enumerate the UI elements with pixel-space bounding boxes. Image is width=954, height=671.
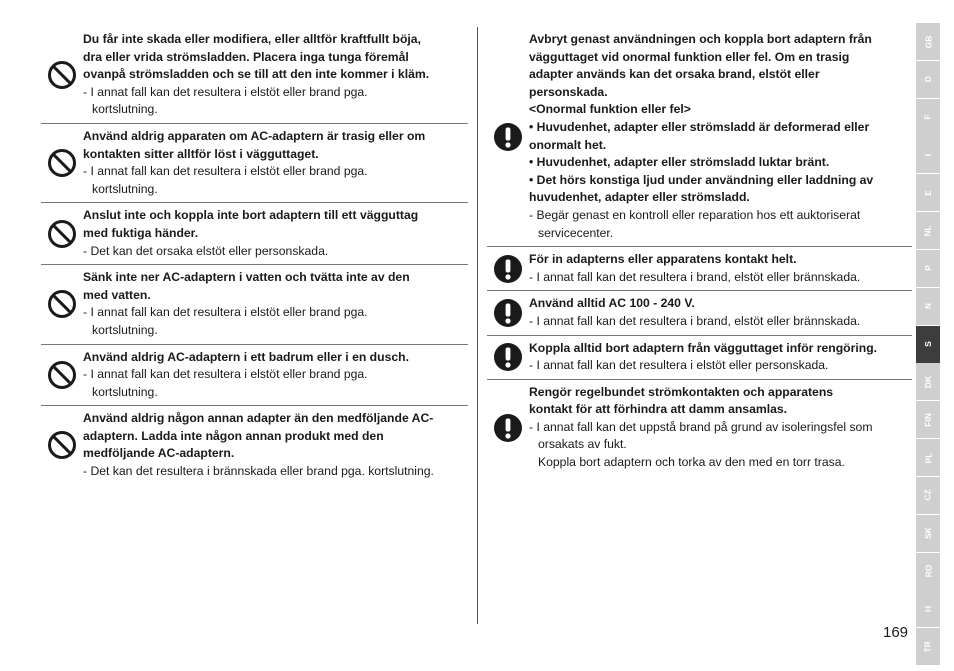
- note-line: - I annat fall kan det resultera i elstöt eller brand pga.: [83, 164, 368, 179]
- note-line: Koppla bort adaptern och torka av den med en torr trasa.: [538, 455, 845, 470]
- language-tab-s: [916, 326, 940, 363]
- language-tab-dk: [916, 363, 940, 400]
- prohibition-icon: [41, 128, 83, 198]
- language-tab-cz: [916, 477, 940, 514]
- warning-heading-line: Använd aldrig AC-adaptern i ett badrum eller i en dusch.: [83, 349, 409, 364]
- language-tab-label: F: [922, 114, 933, 120]
- warning-heading-line: Du får inte skada eller modifiera, eller alltför kraftfullt böja,: [83, 32, 421, 46]
- warning-text: [83, 349, 468, 402]
- warning-text: [529, 384, 912, 472]
- language-tab-nl: [916, 212, 940, 249]
- prohibition-icon: [41, 349, 83, 402]
- note-line: orsakats av fukt.: [538, 437, 627, 452]
- note-line: - Begär genast en kontroll eller reparation hos ett auktoriserat: [529, 207, 861, 222]
- note-line: - I annat fall kan det resultera i elstöt eller brand pga.: [83, 84, 368, 99]
- warning-block: [487, 336, 912, 380]
- language-tab-p: [916, 250, 940, 287]
- warning-text: [529, 31, 912, 242]
- language-tab-label: I: [923, 153, 933, 157]
- warning-block: [41, 27, 468, 124]
- warning-heading-line: personskada.: [529, 84, 608, 99]
- language-tab-label: D: [922, 76, 933, 83]
- warning-heading-line: Anslut inte och koppla inte bort adaptern till ett vägguttag: [83, 208, 419, 223]
- language-tab-label: S: [922, 341, 933, 347]
- language-tab-h: [916, 590, 940, 627]
- page-number: 169: [883, 624, 909, 641]
- language-tab-label: RO: [923, 564, 933, 578]
- warning-text: [529, 251, 912, 286]
- warning-block: [41, 345, 468, 407]
- warning-heading-line: Använd aldrig apparaten om AC-adaptern är trasig eller om: [83, 128, 426, 143]
- language-tab-label: P: [922, 265, 933, 272]
- language-tab-n: [916, 288, 940, 325]
- language-tab-tr: [916, 628, 940, 665]
- warning-block: [41, 406, 468, 484]
- note-line: kortslutning.: [92, 181, 158, 196]
- warning-block: [41, 203, 468, 265]
- prohibition-icon: [41, 207, 83, 260]
- note-line: - I annat fall kan det resultera i elstöt eller brand pga.: [83, 305, 368, 320]
- language-tab-label: FIN: [922, 412, 933, 427]
- language-tab-e: [916, 174, 940, 211]
- note-line: servicecenter.: [538, 225, 614, 240]
- language-tab-f: [916, 99, 940, 136]
- exclamation-icon: [487, 295, 529, 330]
- language-tabs: [916, 23, 940, 666]
- note-line: kortslutning.: [92, 384, 158, 399]
- right-column: [487, 27, 912, 476]
- warning-block: [487, 247, 912, 291]
- warning-heading-line: ovanpå strömsladden och se till att den inte kommer i kläm.: [83, 67, 430, 82]
- warning-heading-line: adapter används kan det orsaka brand, elstöt eller: [529, 67, 820, 82]
- language-tab-gb: [916, 23, 940, 60]
- warning-heading-line: <Onormal funktion eller fel>: [529, 102, 691, 117]
- language-tab-fin: [916, 401, 940, 438]
- warning-heading-line: Koppla alltid bort adaptern från vägguttaget inför rengöring.: [529, 340, 878, 355]
- warning-heading-line: med fuktiga händer.: [83, 225, 199, 240]
- language-tab-label: N: [922, 303, 933, 310]
- note-line: - Det kan det orsaka elstöt eller personskada.: [83, 243, 329, 258]
- note-line: kortslutning.: [92, 102, 158, 117]
- exclamation-icon: [487, 340, 529, 375]
- bullet-line: • Huvudenhet, adapter eller strömsladd luktar bränt.: [529, 155, 830, 170]
- warning-heading-line: medföljande AC-adaptern.: [83, 446, 235, 461]
- warning-text: [83, 410, 468, 480]
- language-tab-label: DK: [923, 375, 933, 389]
- warning-heading-line: Avbryt genast användningen och koppla bort adaptern från: [529, 32, 872, 46]
- warning-block: [487, 380, 912, 476]
- exclamation-icon: [487, 384, 529, 472]
- language-tab-ro: [916, 553, 940, 590]
- warning-heading-line: Använd alltid AC 100 - 240 V.: [529, 296, 695, 311]
- bullet-line: huvudenhet, adapter eller strömsladd.: [529, 190, 750, 205]
- warning-block: [41, 124, 468, 203]
- warning-heading-line: kontakten sitter alltför löst i vägguttaget.: [83, 146, 319, 161]
- warning-block: [487, 291, 912, 335]
- note-line: - I annat fall kan det resultera i brand, elstöt eller brännskada.: [529, 313, 861, 328]
- warning-text: [83, 31, 468, 119]
- exclamation-icon: [487, 31, 529, 242]
- exclamation-icon: [487, 251, 529, 286]
- warning-text: [529, 295, 912, 330]
- warning-text: [83, 207, 468, 260]
- language-tab-label: H: [922, 605, 933, 612]
- warning-heading-line: med vatten.: [83, 287, 151, 302]
- language-tab-label: NL: [923, 224, 933, 237]
- language-tab-label: E: [922, 189, 933, 196]
- warning-heading-line: vägguttaget vid onormal funktion eller fel. Om en trasig: [529, 49, 850, 64]
- note-line: - I annat fall kan det resultera i brand, elstöt eller brännskada.: [529, 269, 861, 284]
- language-tab-sk: [916, 515, 940, 552]
- bullet-line: • Huvudenhet, adapter eller strömsladd är deformerad eller: [529, 119, 870, 134]
- bullet-line: • Det hörs konstiga ljud under användning eller laddning av: [529, 172, 874, 187]
- note-line: - I annat fall kan det resultera i elstöt eller personskada.: [529, 358, 829, 373]
- warning-heading-line: adaptern. Ladda inte någon annan produkt med den: [83, 428, 384, 443]
- note-line: - I annat fall kan det uppstå brand på grund av isoleringsfel som: [529, 419, 873, 434]
- language-tab-label: PL: [923, 452, 933, 464]
- language-tab-pl: [916, 439, 940, 476]
- prohibition-icon: [41, 410, 83, 480]
- language-tab-i: [916, 136, 940, 173]
- note-line: - Det kan det resultera i brännskada eller brand pga. kortslutning.: [83, 464, 434, 479]
- bullet-line: onormalt het.: [529, 137, 607, 152]
- prohibition-icon: [41, 31, 83, 119]
- warning-text: [529, 340, 912, 375]
- warning-block: [41, 265, 468, 344]
- warning-text: [83, 269, 468, 339]
- warning-heading-line: dra eller vrida strömsladden. Placera inga tunga föremål: [83, 49, 409, 64]
- language-tab-label: CZ: [923, 489, 933, 502]
- prohibition-icon: [41, 269, 83, 339]
- warning-heading-line: För in adapterns eller apparatens kontakt helt.: [529, 252, 797, 267]
- left-column: [41, 27, 468, 485]
- language-tab-label: TR: [923, 641, 933, 653]
- language-tab-d: [916, 61, 940, 98]
- language-tab-label: GB: [923, 35, 933, 48]
- column-divider: [477, 27, 478, 624]
- warning-text: [83, 128, 468, 198]
- warning-heading-line: Sänk inte ner AC-adaptern i vatten och tvätta inte av den: [83, 270, 410, 285]
- warning-block: [487, 27, 912, 247]
- warning-heading-line: kontakt för att förhindra att damm ansamlas.: [529, 402, 788, 417]
- note-line: kortslutning.: [92, 322, 158, 337]
- warning-heading-line: Rengör regelbundet strömkontakten och apparatens: [529, 384, 834, 399]
- warning-heading-line: Använd aldrig någon annan adapter än den medföljande AC-: [83, 411, 434, 426]
- language-tab-label: SK: [923, 527, 933, 540]
- note-line: - I annat fall kan det resultera i elstöt eller brand pga.: [83, 367, 368, 382]
